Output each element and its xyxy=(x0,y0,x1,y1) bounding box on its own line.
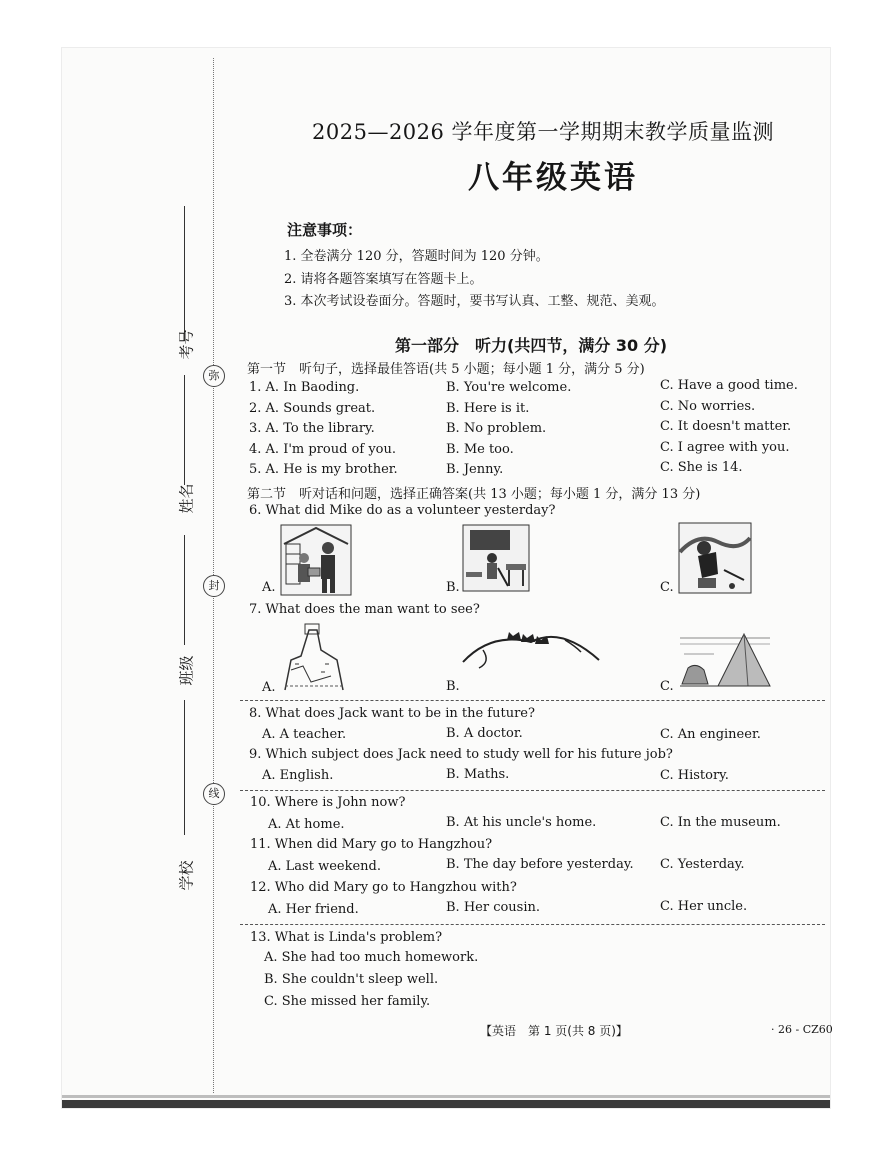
q4-option-a: 4. A. I'm proud of you. xyxy=(249,442,396,457)
q8-stem: 8. What does Jack want to be in the future? xyxy=(249,706,535,721)
q7-stem: 7. What does the man want to see? xyxy=(249,602,480,617)
q13-option-b: B. She couldn't sleep well. xyxy=(264,972,439,987)
scan-shadow xyxy=(62,1095,830,1098)
q7-picture-a-great-wall xyxy=(281,620,347,692)
q13-option-c: C. She missed her family. xyxy=(264,994,431,1009)
scan-edge xyxy=(62,1100,830,1108)
q6-option-a: A. xyxy=(262,580,276,595)
class-label: 班级 xyxy=(177,655,196,686)
q12-option-b: B. Her cousin. xyxy=(446,900,541,915)
q6-picture-b-cleaning-classroom xyxy=(462,524,530,592)
divider xyxy=(240,924,825,925)
paper-code: · 26 - CZ60 xyxy=(771,1023,833,1036)
q3-option-a: 3. A. To the library. xyxy=(249,421,375,436)
q11-option-b: B. The day before yesterday. xyxy=(446,857,634,872)
notes-heading: 注意事项： xyxy=(287,221,363,239)
seal-char-xian: 线 xyxy=(203,783,225,805)
q1-option-a: 1. A. In Baoding. xyxy=(249,380,360,395)
q3-option-b: B. No problem. xyxy=(446,421,547,436)
q5-option-a: 5. A. He is my brother. xyxy=(249,462,398,477)
q12-option-c: C. Her uncle. xyxy=(660,899,748,914)
divider xyxy=(240,700,825,701)
q2-option-a: 2. A. Sounds great. xyxy=(249,401,376,416)
q11-stem: 11. When did Mary go to Hangzhou? xyxy=(250,837,493,852)
q7-picture-c-pyramids xyxy=(678,624,772,690)
q13-stem: 13. What is Linda's problem? xyxy=(250,930,443,945)
q5-option-b: B. Jenny. xyxy=(446,462,504,477)
q6-stem: 6. What did Mike do as a volunteer yesterday? xyxy=(249,503,556,518)
q8-option-c: C. An engineer. xyxy=(660,727,761,742)
name-label: 姓名 xyxy=(177,483,196,514)
q1-option-b: B. You're welcome. xyxy=(446,380,572,395)
q2-option-b: B. Here is it. xyxy=(446,401,530,416)
exam-subject: 八年级英语 xyxy=(468,160,638,196)
q6-option-c: C. xyxy=(660,580,674,595)
section-2-heading: 第二节 听对话和问题，选择正确答案(共 13 小题；每小题 1 分，满分 13 分) xyxy=(247,487,701,502)
q9-stem: 9. Which subject does Jack need to study well for his future job? xyxy=(249,747,673,762)
q4-option-b: B. Me too. xyxy=(446,442,514,457)
part-title: 第一部分 听力(共四节，满分 30 分) xyxy=(395,336,668,355)
q3-option-c: C. It doesn't matter. xyxy=(660,419,792,434)
seal-char-mi: 弥 xyxy=(203,365,225,387)
q6-picture-a-visiting-elderly xyxy=(280,524,352,596)
q9-option-c: C. History. xyxy=(660,768,729,783)
q10-option-b: B. At his uncle's home. xyxy=(446,815,597,830)
q6-option-b: B. xyxy=(446,580,460,595)
q5-option-c: C. She is 14. xyxy=(660,460,743,475)
q10-option-a: A. At home. xyxy=(268,817,345,832)
seal-char-feng: 封 xyxy=(203,575,225,597)
q7-option-b: B. xyxy=(446,679,460,694)
exam-number-line xyxy=(184,206,185,341)
q10-stem: 10. Where is John now? xyxy=(250,795,406,810)
section-1-heading: 第一节 听句子，选择最佳答语(共 5 小题；每小题 1 分，满分 5 分) xyxy=(247,362,645,377)
exam-title: 2025—2026 学年度第一学期期末教学质量监测 xyxy=(312,120,775,144)
q1-option-c: C. Have a good time. xyxy=(660,378,798,393)
exam-number-label: 考号 xyxy=(177,329,196,360)
page-footer: 【英语 第 1 页(共 8 页)】 xyxy=(480,1024,628,1038)
q11-option-c: C. Yesterday. xyxy=(660,857,745,872)
q12-stem: 12. Who did Mary go to Hangzhou with? xyxy=(250,880,517,895)
q7-option-a: A. xyxy=(262,680,276,695)
q13-option-a: A. She had too much homework. xyxy=(264,950,479,965)
divider xyxy=(240,790,825,791)
q7-option-c: C. xyxy=(660,679,674,694)
note-item: 2. 请将各题答案填写在答题卡上。 xyxy=(284,272,483,287)
q4-option-c: C. I agree with you. xyxy=(660,440,790,455)
q8-option-a: A. A teacher. xyxy=(262,727,347,742)
q9-option-b: B. Maths. xyxy=(446,767,510,782)
q6-picture-c-planting-trees xyxy=(678,522,752,594)
note-item: 1. 全卷满分 120 分，答题时间为 120 分钟。 xyxy=(284,249,549,264)
q9-option-a: A. English. xyxy=(262,768,334,783)
note-item: 3. 本次考试设卷面分。答题时，要书写认真、工整、规范、美观。 xyxy=(284,294,665,309)
q12-option-a: A. Her friend. xyxy=(268,902,359,917)
q10-option-c: C. In the museum. xyxy=(660,815,781,830)
name-line xyxy=(184,375,185,485)
q11-option-a: A. Last weekend. xyxy=(268,859,381,874)
q8-option-b: B. A doctor. xyxy=(446,726,523,741)
class-line xyxy=(184,535,185,645)
q7-picture-b-desert-camels xyxy=(461,622,601,670)
q2-option-c: C. No worries. xyxy=(660,399,756,414)
school-label: 学校 xyxy=(177,860,196,891)
school-line xyxy=(184,700,185,835)
